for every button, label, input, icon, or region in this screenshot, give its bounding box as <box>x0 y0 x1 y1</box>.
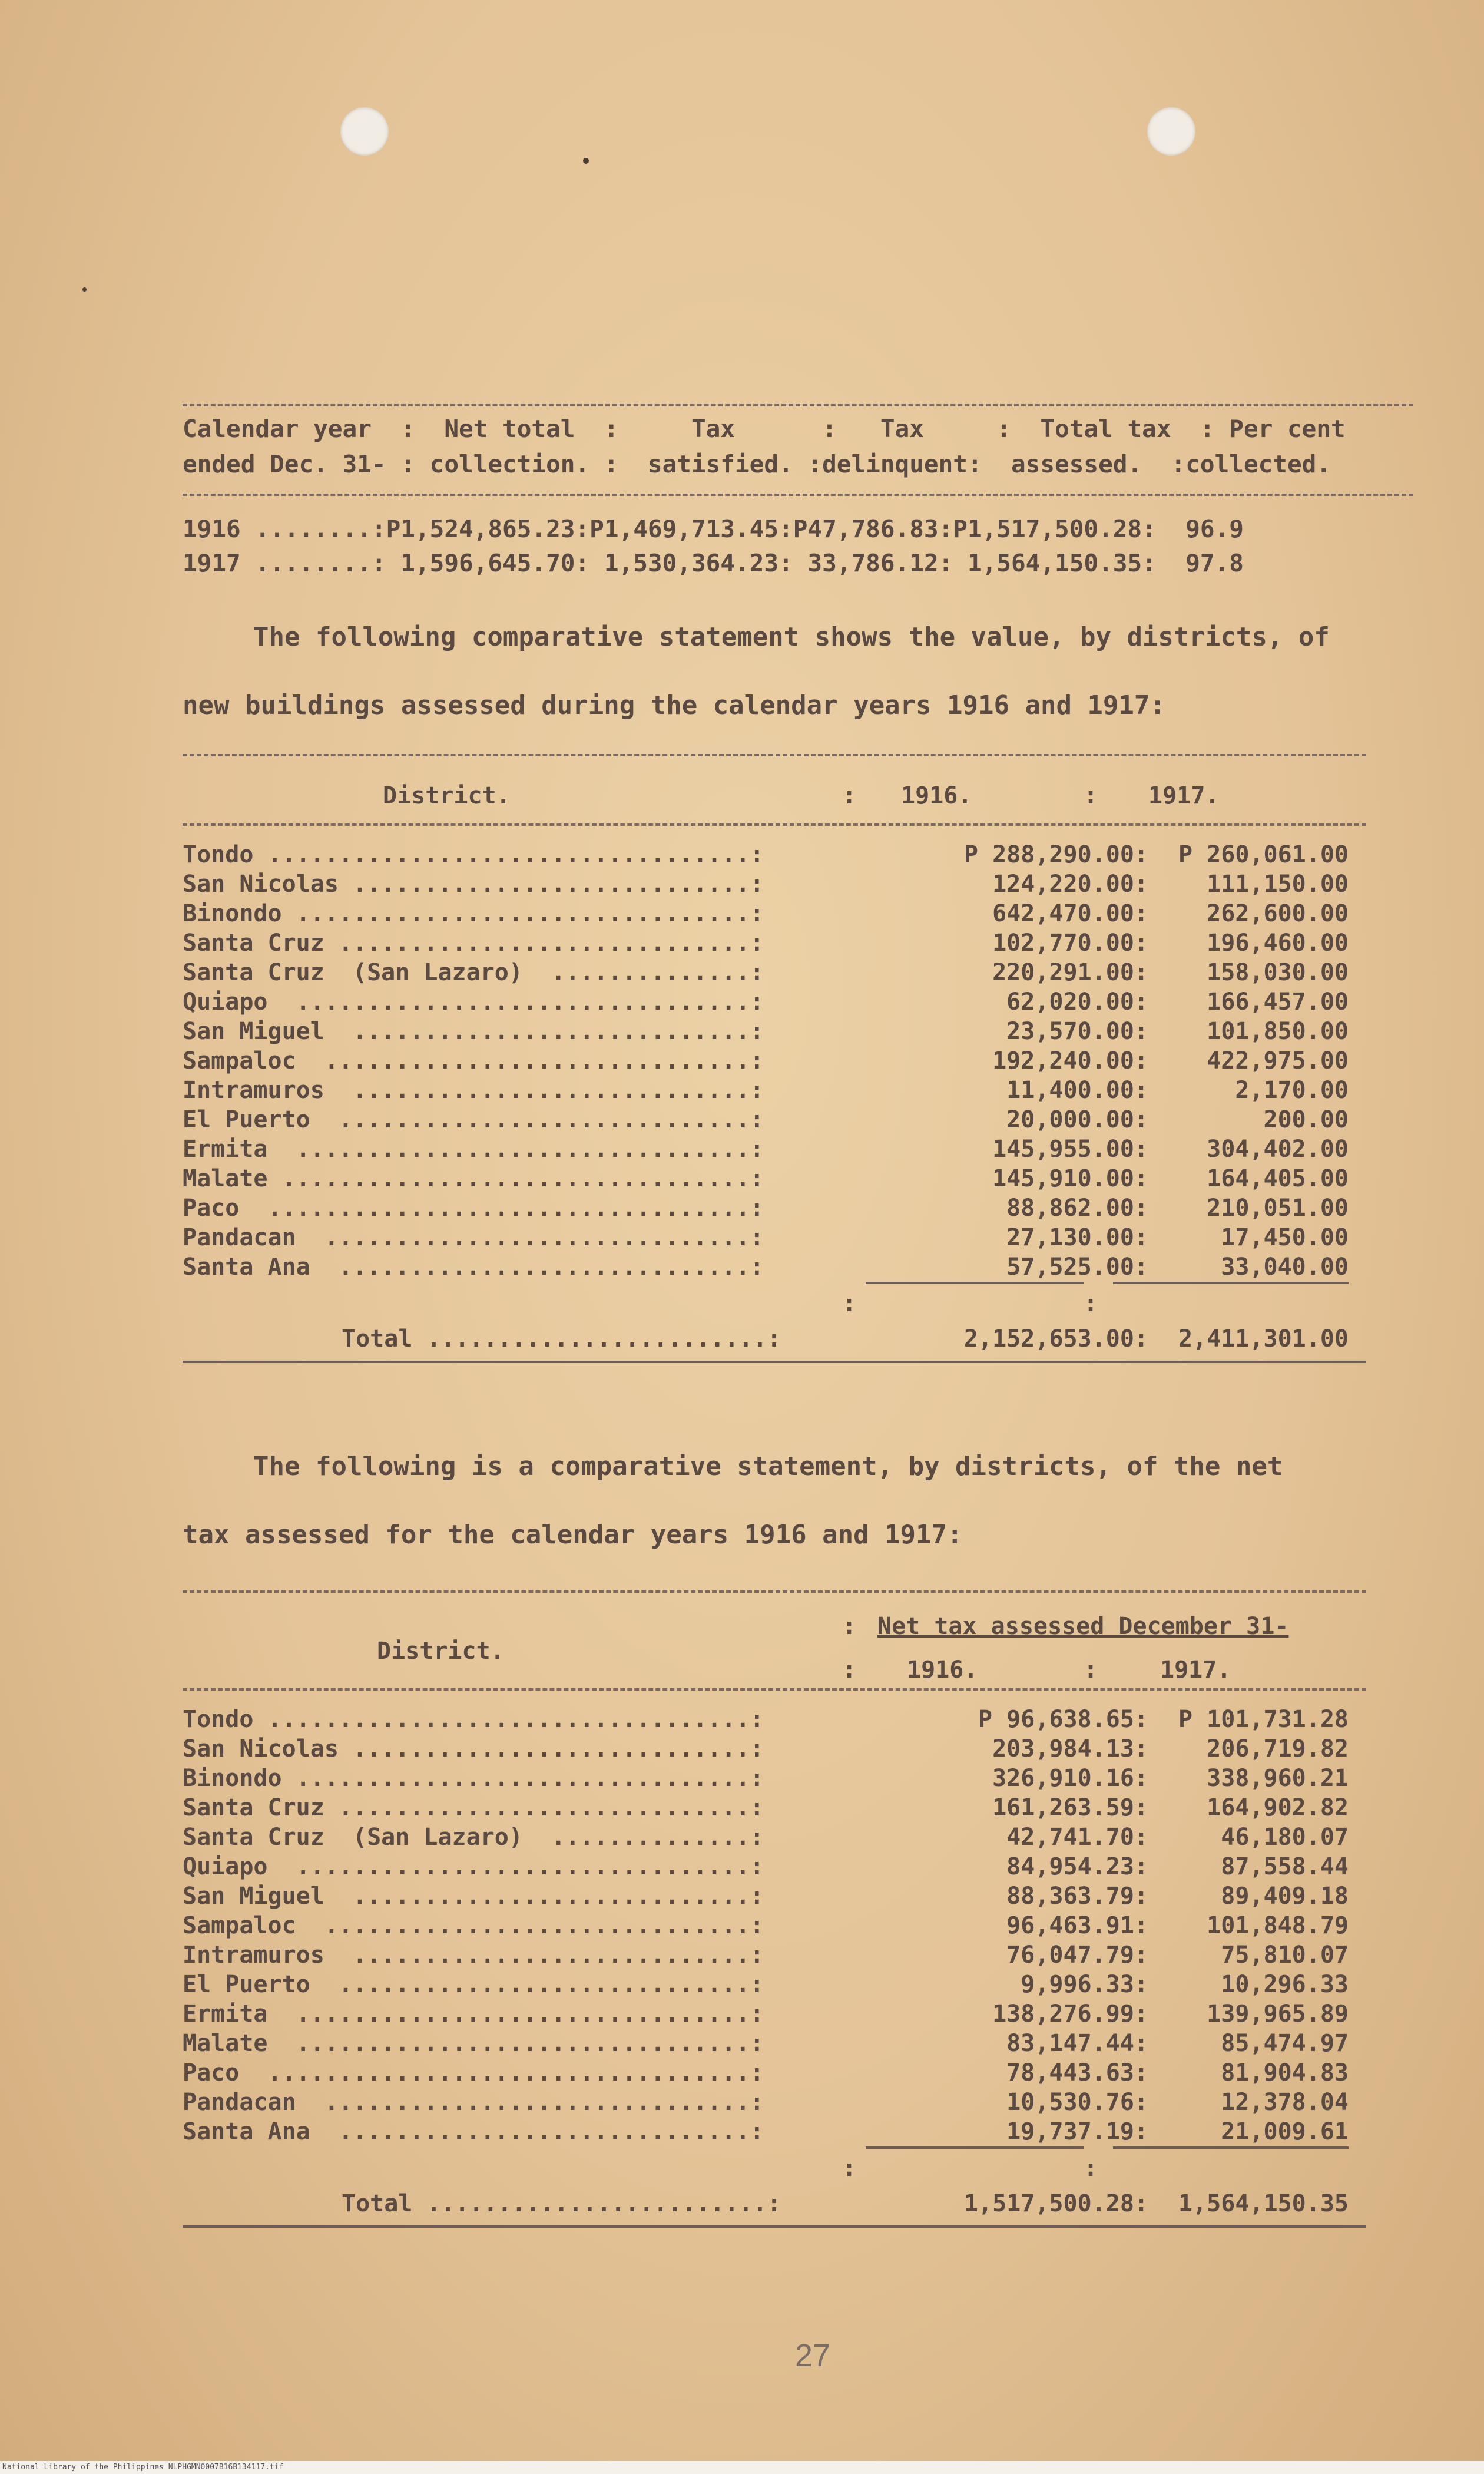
row-value-1917: P 260,061.00 <box>1178 841 1349 868</box>
table2-subtotal-rule-1917 <box>1113 2146 1349 2149</box>
page-number: 27 <box>795 2338 831 2373</box>
row-value-1917: 139,965.89 <box>1207 2000 1349 2028</box>
total-label: Total ........................: <box>342 2190 781 2217</box>
table1-row <box>183 1047 1366 1077</box>
row-value-1916: 138,276.99: <box>992 2000 1148 2028</box>
total-1916: 2,152,653.00: <box>963 1325 1148 1352</box>
row-value-1917: 164,902.82 <box>1207 1794 1349 1821</box>
summary-header-line1: Calendar year : Net total : Tax : Tax : Total tax : Per cent <box>183 415 1346 443</box>
summary-rule-top <box>183 404 1413 406</box>
table2-row <box>183 1735 1366 1765</box>
row-value-1917: 21,009.61 <box>1221 2118 1349 2145</box>
row-value-1916: 203,984.13: <box>992 1735 1148 1762</box>
row-value-1917: 158,030.00 <box>1207 959 1349 986</box>
table1-header-1917: 1917. <box>1148 782 1220 809</box>
table2-row <box>183 2059 1366 2089</box>
table2-row <box>183 1912 1366 1942</box>
row-value-1916: 62,020.00: <box>1006 988 1148 1016</box>
row-value-1916: 57,525.00: <box>1006 1253 1148 1281</box>
table1-row <box>183 1136 1366 1165</box>
row-value-1916: 20,000.00: <box>1006 1106 1148 1133</box>
table2-rule-top <box>183 1590 1366 1593</box>
paragraph-2-line1: The following is a comparative statement, by districts, of the net <box>253 1451 1283 1481</box>
table1-row <box>183 1077 1366 1106</box>
table2-header-1916: 1916. <box>907 1656 978 1683</box>
row-value-1917: 101,848.79 <box>1207 1912 1349 1939</box>
row-district: Intramuros ............................: <box>183 1077 764 1104</box>
row-district: Malate ................................: <box>183 2030 764 2057</box>
row-value-1916: 76,047.79: <box>1006 1942 1148 1969</box>
row-district: San Nicolas ............................: <box>183 1735 764 1762</box>
row-district: Sampaloc ..............................: <box>183 1047 764 1074</box>
table2-rule-bottom <box>183 2225 1366 2228</box>
row-value-1916: 642,470.00: <box>992 900 1148 927</box>
row-district: Quiapo ................................: <box>183 1853 764 1880</box>
table2-rule-mid <box>183 1688 1366 1691</box>
row-value-1916: 19,737.19: <box>1006 2118 1148 2145</box>
row-value-1916: 78,443.63: <box>1006 2059 1148 2086</box>
row-value-1916: 102,770.00: <box>992 930 1148 957</box>
row-value-1917: 85,474.97 <box>1221 2030 1349 2057</box>
table1-header-district: District. <box>383 782 511 809</box>
row-value-1917: 196,460.00 <box>1207 930 1349 957</box>
table2-row <box>183 1824 1366 1853</box>
row-value-1917: 89,409.18 <box>1221 1883 1349 1910</box>
row-value-1917: 75,810.07 <box>1221 1942 1349 1969</box>
table1-rule-top <box>183 754 1366 756</box>
table1-row <box>183 1253 1366 1283</box>
paragraph-1-line2: new buildings assessed during the calendar years 1916 and 1917: <box>183 690 1165 720</box>
row-district: Malate .................................: <box>183 1165 764 1192</box>
ink-speck <box>82 287 87 292</box>
punch-hole-right <box>1147 107 1195 156</box>
row-district: Santa Cruz (San Lazaro) ..............: <box>183 1824 764 1851</box>
row-value-1917: 33,040.00 <box>1221 1253 1349 1281</box>
table1-row <box>183 988 1366 1018</box>
paragraph-2-line2: tax assessed for the calendar years 1916 and 1917: <box>183 1520 963 1550</box>
table1-rule-bottom <box>183 1361 1366 1363</box>
row-value-1916: P 288,290.00: <box>963 841 1148 868</box>
table2-row <box>183 1794 1366 1824</box>
row-district: Tondo ..................................: <box>183 841 764 868</box>
row-value-1916: 220,291.00: <box>992 959 1148 986</box>
row-value-1916: P 96,638.65: <box>978 1706 1148 1733</box>
table1-row <box>183 1195 1366 1224</box>
row-value-1917: 262,600.00 <box>1207 900 1349 927</box>
row-value-1917: P 101,731.28 <box>1178 1706 1349 1733</box>
table2-header-group: Net tax assessed December 31- <box>877 1613 1289 1640</box>
row-district: Sampaloc ..............................: <box>183 1912 764 1939</box>
net-tax-table: : Net tax assessed December 31- District. : 1916. : 1917. Tondo ..................................: P 96,638.65: P 101,731.28 San Nicolas ............................: 203,984.13: 206,719.82 Binondo ................................: 326,910.16: 338,960.21 Santa Cruz .............................: 161,263.59: 164,902.82 Santa Cruz (San Lazaro) ..............: 42,741.70: 46,180.07 Quiapo ................................: 84,954.23: 87,558.44 San Miguel ............................: 88,363.79: 89,409.18 Sampaloc ..............................: 96,463.91: 101,848.79 Intramuros ............................: 76,047.79: 75,810.07 El Puerto .............................: 9,996.33: 10,296.33 Ermita ................................: 138,276.99: 139,965.89 Malate ................................: 83,147.44: 85,474.97 Paco ..................................: 78,443.63: 81,904.83 Pandacan ..............................: 10,530.76: 12,378.04 Santa Ana .............................: 19,737.19: 21,009.61 : : Total ........................: 1,517,500.28: 1,564,150.35 <box>183 1590 1366 2256</box>
row-value-1916: 88,363.79: <box>1006 1883 1148 1910</box>
row-district: Santa Ana .............................: <box>183 2118 764 2145</box>
table1-row <box>183 871 1366 900</box>
row-district: San Miguel ............................: <box>183 1018 764 1045</box>
row-district: Santa Cruz (San Lazaro) ..............: <box>183 959 764 986</box>
row-value-1916: 161,263.59: <box>992 1794 1148 1821</box>
row-value-1916: 326,910.16: <box>992 1765 1148 1792</box>
table1-row <box>183 900 1366 930</box>
row-district: El Puerto .............................: <box>183 1106 764 1133</box>
row-value-1917: 206,719.82 <box>1207 1735 1349 1762</box>
row-value-1917: 338,960.21 <box>1207 1765 1349 1792</box>
table1-row <box>183 1224 1366 1253</box>
summary-row-1916: 1916 ........:P1,524,865.23:P1,469,713.45:P47,786.83:P1,517,500.28: 96.9 <box>183 515 1244 543</box>
row-district: Tondo ..................................: <box>183 1706 764 1733</box>
table1-total-row <box>183 1325 1366 1355</box>
row-district: Quiapo ................................: <box>183 988 764 1016</box>
row-value-1917: 2,170.00 <box>1235 1077 1349 1104</box>
table2-subtotal-rule-1916 <box>866 2146 1084 2149</box>
table2-header-1917: 1917. <box>1160 1656 1231 1683</box>
row-district: San Miguel ............................: <box>183 1883 764 1910</box>
row-value-1916: 88,862.00: <box>1006 1195 1148 1222</box>
table2-total-row <box>183 2190 1366 2220</box>
total-label: Total ........................: <box>342 1325 781 1352</box>
row-district: El Puerto .............................: <box>183 1971 764 1998</box>
paragraph-1-line1: The following comparative statement shows the value, by districts, of <box>253 622 1330 652</box>
row-district: San Nicolas ............................: <box>183 871 764 898</box>
total-1917: 2,411,301.00 <box>1178 1325 1349 1352</box>
row-value-1916: 11,400.00: <box>1006 1077 1148 1104</box>
row-district: Pandacan ..............................: <box>183 2089 764 2116</box>
row-value-1917: 101,850.00 <box>1207 1018 1349 1045</box>
table1-row <box>183 930 1366 959</box>
row-value-1916: 42,741.70: <box>1006 1824 1148 1851</box>
row-value-1916: 145,955.00: <box>992 1136 1148 1163</box>
table1-row <box>183 841 1366 871</box>
table1-row <box>183 1165 1366 1195</box>
row-value-1916: 124,220.00: <box>992 871 1148 898</box>
summary-rule-mid <box>183 494 1413 496</box>
row-value-1917: 166,457.00 <box>1207 988 1349 1016</box>
row-district: Ermita ................................: <box>183 1136 764 1163</box>
row-value-1917: 10,296.33 <box>1221 1971 1349 1998</box>
table2-row <box>183 1942 1366 1971</box>
row-value-1917: 12,378.04 <box>1221 2089 1349 2116</box>
row-district: Paco ..................................: <box>183 1195 764 1222</box>
new-buildings-table: District. : 1916. : 1917. Tondo ..................................: P 288,290.00: P 260,061.00 San Nicolas ............................: 124,220.00: 111,150.00 Binondo ................................: 642,470.00: 262,600.00 Santa Cruz .............................: 102,770.00: 196,460.00 Santa Cruz (San Lazaro) ..............: 220,291.00: 158,030.00 Quiapo ................................: 62,020.00: 166,457.00 San Miguel ............................: 23,570.00: 101,850.00 Sampaloc ..............................: 192,240.00: 422,975.00 Intramuros ............................: 11,400.00: 2,170.00 El Puerto .............................: 20,000.00: 200.00 Ermita ................................: 145,955.00: 304,402.00 Malate .................................: 145,910.00: 164,405.00 Paco ..................................: 88,862.00: 210,051.00 Pandacan ..............................: 27,130.00: 17,450.00 Santa Ana .............................: 57,525.00: 33,040.00 : : Total ........................: 2,152,653.00: 2,411,301.00 <box>183 754 1366 1402</box>
row-value-1917: 111,150.00 <box>1207 871 1349 898</box>
row-value-1916: 192,240.00: <box>992 1047 1148 1074</box>
row-value-1917: 87,558.44 <box>1221 1853 1349 1880</box>
row-value-1917: 210,051.00 <box>1207 1195 1349 1222</box>
table2-row <box>183 2118 1366 2148</box>
table1-header-1916: 1916. <box>901 782 972 809</box>
row-value-1917: 46,180.07 <box>1221 1824 1349 1851</box>
row-district: Binondo ................................: <box>183 1765 764 1792</box>
ink-speck <box>583 158 589 164</box>
summary-row-1917: 1917 ........: 1,596,645.70: 1,530,364.23: 33,786.12: 1,564,150.35: 97.8 <box>183 549 1244 577</box>
row-district: Intramuros ............................: <box>183 1942 764 1969</box>
table1-subtotal-rule-1917 <box>1113 1282 1349 1284</box>
row-value-1917: 304,402.00 <box>1207 1136 1349 1163</box>
table1-row <box>183 959 1366 988</box>
row-district: Santa Cruz .............................: <box>183 1794 764 1821</box>
row-district: Santa Cruz .............................: <box>183 930 764 957</box>
table2-row <box>183 2000 1366 2030</box>
table1-rule-mid <box>183 823 1366 826</box>
table2-row <box>183 1853 1366 1883</box>
row-value-1917: 164,405.00 <box>1207 1165 1349 1192</box>
row-value-1917: 81,904.83 <box>1221 2059 1349 2086</box>
row-value-1916: 10,530.76: <box>1006 2089 1148 2116</box>
total-1917: 1,564,150.35 <box>1178 2190 1349 2217</box>
table1-row <box>183 1018 1366 1047</box>
row-value-1916: 23,570.00: <box>1006 1018 1148 1045</box>
row-district: Binondo ................................: <box>183 900 764 927</box>
row-value-1916: 84,954.23: <box>1006 1853 1148 1880</box>
table1-row <box>183 1106 1366 1136</box>
table2-row <box>183 1883 1366 1912</box>
row-district: Pandacan ..............................: <box>183 1224 764 1251</box>
row-value-1916: 96,463.91: <box>1006 1912 1148 1939</box>
table1-subtotal-rule-1916 <box>866 1282 1084 1284</box>
archive-footer-note: National Library of the Philippines NLPHGMN0007B16B134117.tif <box>0 2461 1484 2474</box>
row-district: Paco ..................................: <box>183 2059 764 2086</box>
table2-row <box>183 1706 1366 1735</box>
punch-hole-left <box>340 107 389 156</box>
row-value-1917: 17,450.00 <box>1221 1224 1349 1251</box>
table2-row <box>183 2030 1366 2059</box>
table2-header-district: District. <box>377 1638 505 1665</box>
row-district: Santa Ana .............................: <box>183 1253 764 1281</box>
row-district: Ermita ................................: <box>183 2000 764 2028</box>
table2-row <box>183 2089 1366 2118</box>
table2-row <box>183 1971 1366 2000</box>
row-value-1916: 145,910.00: <box>992 1165 1148 1192</box>
row-value-1916: 27,130.00: <box>1006 1224 1148 1251</box>
total-1916: 1,517,500.28: <box>963 2190 1148 2217</box>
row-value-1916: 9,996.33: <box>1021 1971 1148 1998</box>
row-value-1917: 200.00 <box>1263 1106 1349 1133</box>
row-value-1916: 83,147.44: <box>1006 2030 1148 2057</box>
summary-header-line2: ended Dec. 31- : collection. : satisfied. :delinquent: assessed. :collected. <box>183 450 1331 478</box>
row-value-1917: 422,975.00 <box>1207 1047 1349 1074</box>
table2-row <box>183 1765 1366 1794</box>
